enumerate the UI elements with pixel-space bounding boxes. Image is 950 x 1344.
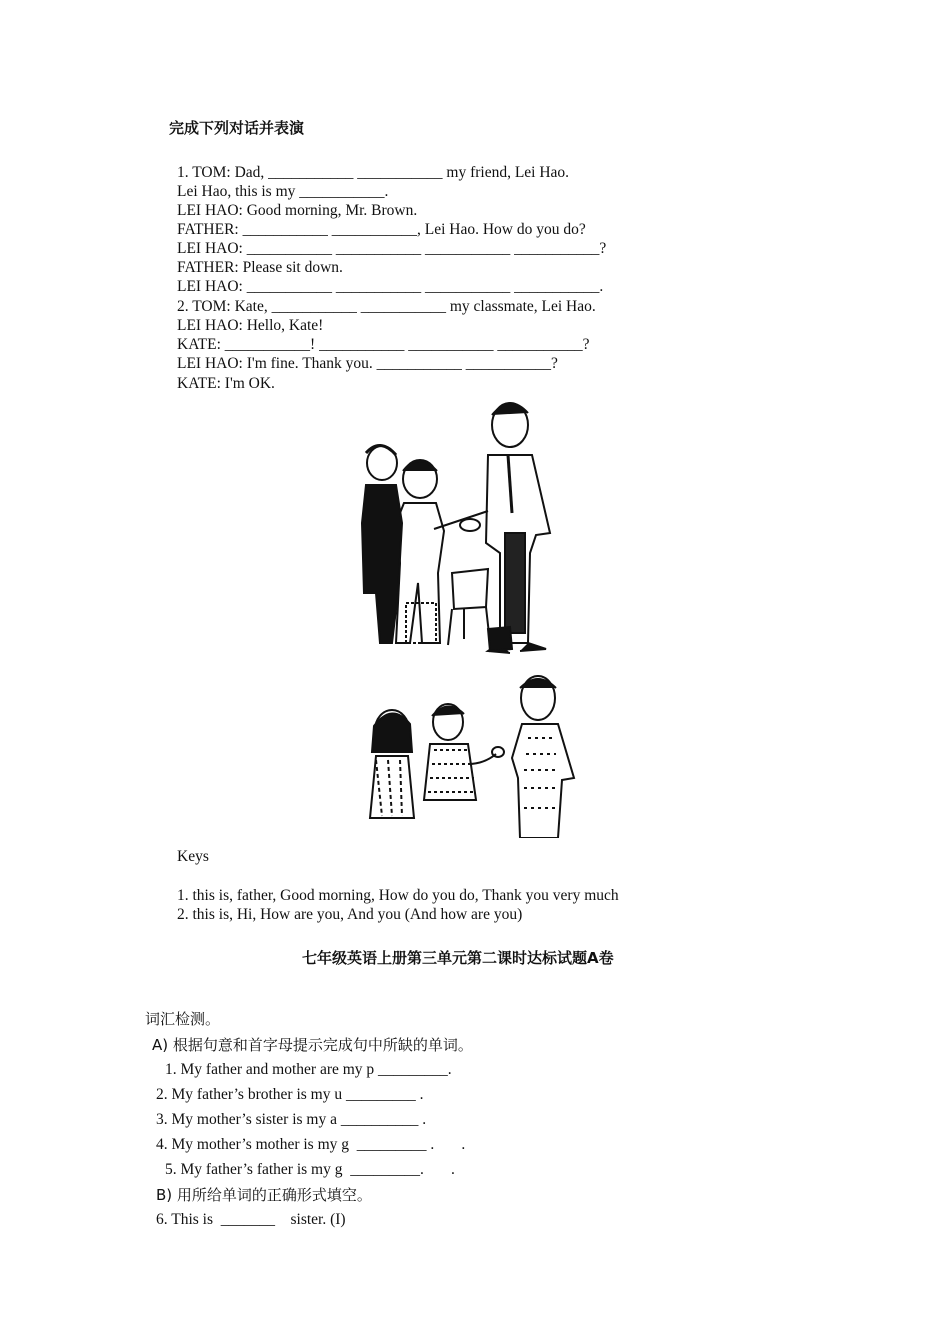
- dialog-line: 1. TOM: Dad, ___________ ___________ my friend, Lei Hao.: [177, 164, 570, 181]
- dialog-line: LEI HAO: I'm fine. Thank you. ___________ ___________?: [177, 355, 558, 372]
- part-a-instruction: A) 根据句意和首字母提示完成句中所缺的单词。: [152, 1036, 473, 1054]
- handshake-illustration: [360, 393, 588, 659]
- keys-line: 2. this is, Hi, How are you, And you (And how are you): [177, 906, 523, 923]
- dialog-line: LEI HAO: ___________ ___________ ___________ ___________.: [177, 278, 604, 295]
- question-item: 4. My mother’s mother is my g _________ . .: [156, 1136, 466, 1153]
- keys-title: Keys: [177, 848, 209, 865]
- question-item: 3. My mother’s sister is my a __________ .: [156, 1111, 427, 1128]
- keys-line: 1. this is, father, Good morning, How do you do, Thank you very much: [177, 887, 619, 904]
- dialog-line: Lei Hao, this is my ___________.: [177, 183, 389, 200]
- question-item: 5. My father’s father is my g _________. .: [165, 1161, 455, 1178]
- introduction-illustration: [352, 668, 588, 838]
- dialog-line: FATHER: ___________ ___________, Lei Hao. How do you do?: [177, 221, 586, 238]
- dialog-line: LEI HAO: Good morning, Mr. Brown.: [177, 202, 418, 219]
- test-title: 七年级英语上册第三单元第二课时达标试题A卷: [302, 949, 614, 967]
- part-b-instruction: B) 用所给单词的正确形式填空。: [156, 1186, 372, 1204]
- dialog-line: KATE: I'm OK.: [177, 375, 275, 392]
- question-item: 2. My father’s brother is my u _________ .: [156, 1086, 424, 1103]
- dialog-line: LEI HAO: ___________ ___________ ___________ ___________?: [177, 240, 607, 257]
- dialog-line: FATHER: Please sit down.: [177, 259, 343, 276]
- question-item: 1. My father and mother are my p _________.: [165, 1061, 452, 1078]
- dialog-line: LEI HAO: Hello, Kate!: [177, 317, 324, 334]
- section-label: 词汇检测。: [145, 1010, 221, 1028]
- dialog-line: 2. TOM: Kate, ___________ ___________ my classmate, Lei Hao.: [177, 298, 596, 315]
- section-heading: 完成下列对话并表演: [169, 119, 305, 137]
- dialog-line: KATE: ___________! ___________ ___________ ___________?: [177, 336, 590, 353]
- question-item: 6. This is _______ sister. (I): [156, 1211, 346, 1228]
